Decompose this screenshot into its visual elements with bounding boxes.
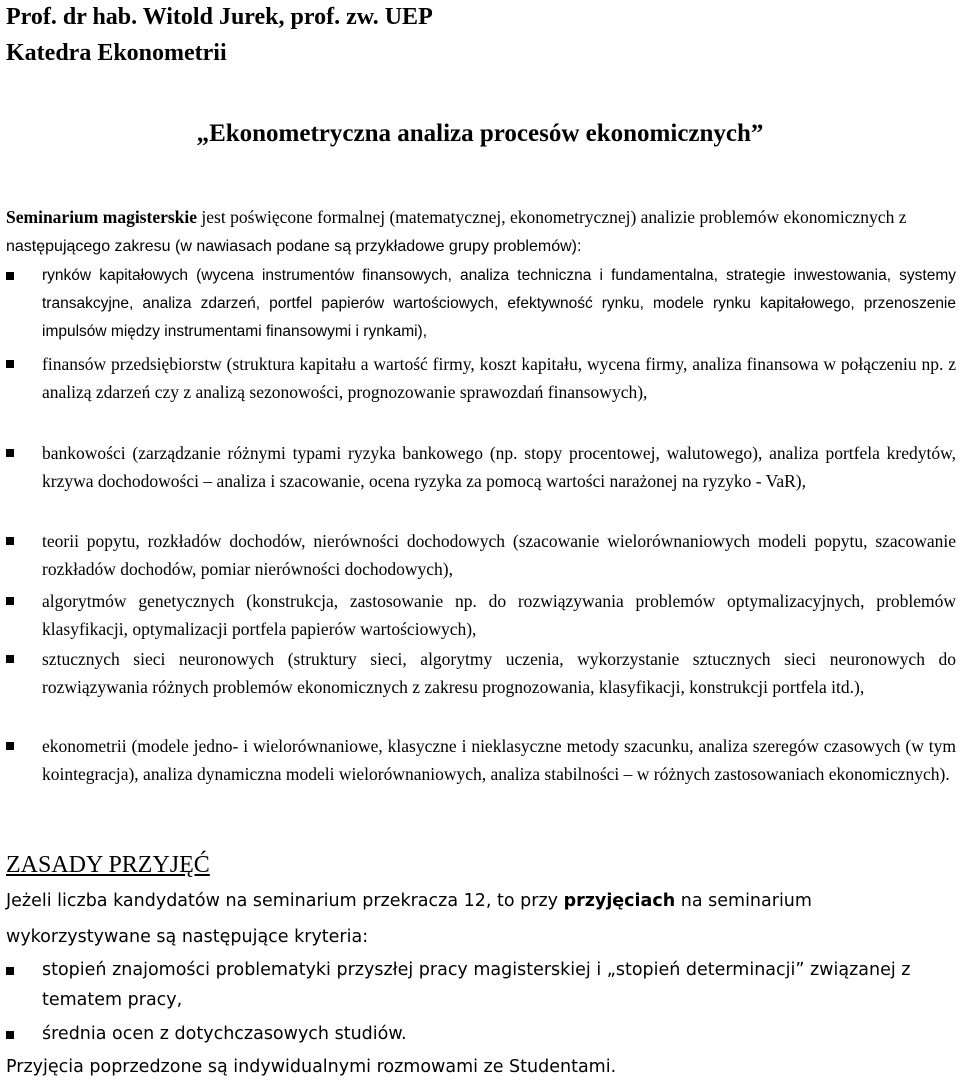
closing-sentence: Przyjęcia poprzedzone są indywidualnymi rozmowami ze Studentami. [6,1057,617,1077]
bullet-square-icon [6,537,14,545]
seminar-title: „Ekonometryczna analiza procesów ekonomicznych” [196,120,764,147]
author-line: Prof. dr hab. Witold Jurek, prof. zw. UEP [6,4,433,30]
rules-line-1 [6,886,812,916]
topic-text: ekonometrii (modele jedno- i wielorównaniowe, klasyczne i nieklasyczne metody szacunku, analiza szeregów czasowych (w tym kointegracja), analiza dynamiczna modeli wielorównaniowych, analiza stabilności – w różnych zastosowaniach ekonomicznych). [42,736,956,785]
topic-text: rynków kapitałowych (wycena instrumentów finansowych, analiza techniczna i fundamentalna, strategie inwestowania, systemy transakcyjne, analiza zdarzeń, portfel papierów wartościowych, efektywność rynku, modele rynku kapitałowego, przenoszenie impulsów między instrumentami finansowymi i rynkami), [42,267,956,340]
bullet-square-icon [6,272,14,280]
bullet-square-icon [6,655,14,663]
criteria-item [6,1019,956,1049]
topic-text: algorytmów genetycznych (konstrukcja, zastosowanie np. do rozwiązywania problemów optymalizacyjnych, problemów klasyfikacji, optymalizacji portfela papierów wartościowych), [42,591,956,640]
topic-item [6,732,956,788]
bullet-square-icon [6,742,14,750]
topic-item [6,262,956,346]
criteria-text: stopień znajomości problematyki przyszłej pracy magisterskiej i „stopień determinacji” związanej z tematem pracy, [42,960,911,1010]
topic-text: sztucznych sieci neuronowych (struktury sieci, algorytmy uczenia, wykorzystanie sztucznych sieci neuronowych do rozwiązywania różnych problemów ekonomicznych z zakresu prognozowania, klasyfikacji, konstrukcji portfela itd.), [42,649,956,698]
intro-text-2: następującego zakresu (w nawiasach podane są przykładowe grupy problemów): [6,238,582,255]
topic-item [6,350,956,406]
bullet-square-icon [6,967,14,975]
intro-lead: Seminarium magisterskie [6,207,198,227]
topic-item [6,439,956,495]
rules-text: Jeżeli liczba kandydatów na seminarium przekracza 12, to przy [6,891,564,911]
bullet-square-icon [6,449,14,457]
topic-text: finansów przedsiębiorstw (struktura kapitału a wartość firmy, koszt kapitału, wycena firmy, analiza finansowa w połączeniu np. z analizą zdarzeń czy z analizą sezonowości, prognozowanie sprawozdań finansowych), [42,354,956,403]
rules-text: na seminarium [675,891,812,911]
intro-text-1: jest poświęcone formalnej (matematycznej, ekonometrycznej) analizie problemów ekonomicznych z [197,207,907,227]
rules-heading: ZASADY PRZYJĘĆ [6,852,210,878]
bullet-square-icon [6,597,14,605]
intro-paragraph [6,203,954,261]
topic-text: teorii popytu, rozkładów dochodów, nierówności dochodowych (szacowanie wielorównaniowych modeli popytu, szacowanie rozkładów dochodów, pomiar nierówności dochodowych), [42,531,956,580]
topic-item [6,587,956,643]
department-line: Katedra Ekonometrii [6,40,227,66]
rules-emphasis: przyjęciach [563,891,676,911]
topic-item [6,645,956,701]
rules-line-2: wykorzystywane są następujące kryteria: [6,927,369,947]
bullet-square-icon [6,1031,14,1039]
topic-item [6,527,956,583]
criteria-text: średnia ocen z dotychczasowych studiów. [42,1024,407,1044]
bullet-square-icon [6,360,14,368]
topic-text: bankowości (zarządzanie różnymi typami ryzyka bankowego (np. stopy procentowej, walutowego), analiza portfela kredytów, krzywa dochodowości – analiza i szacowanie, ocena ryzyka za pomocą wartości narażonej na ryzyko - VaR), [42,443,956,492]
criteria-item [6,955,956,1015]
